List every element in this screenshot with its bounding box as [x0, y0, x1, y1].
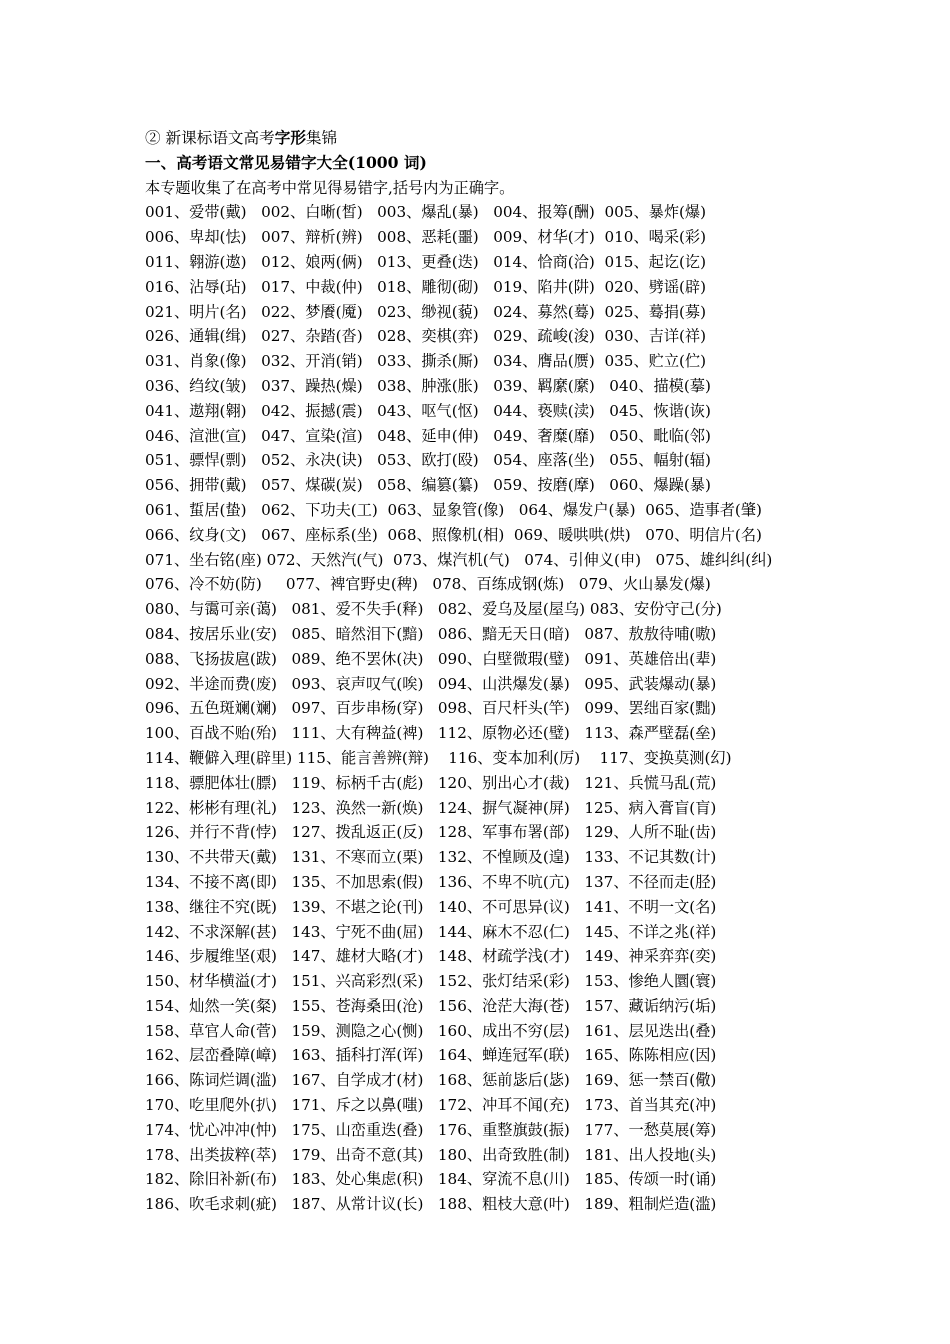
- header-bold: 字形: [274, 128, 306, 147]
- word-list-row: 162、层峦叠障(嶂) 163、插科打浑(诨) 164、蝉连冠军(联) 165、陈陈相应(因): [145, 1046, 717, 1065]
- word-list-row: 150、材华横溢(才) 151、兴高彩烈(采) 152、张灯结采(彩) 153、惨绝人圜(寰): [145, 972, 717, 991]
- word-list-row: 100、百战不贻(殆) 111、大有稗益(裨) 112、原物必还(璧) 113、森严壁磊(垒): [145, 724, 717, 743]
- header-suffix: 集锦: [305, 129, 338, 147]
- word-list-row: 041、遨翔(翱) 042、振撼(震) 043、呕气(怄) 044、亵赎(渎) 045、恢谐(诙): [145, 401, 711, 420]
- word-list-row: 166、陈词烂调(滥) 167、自学成才(材) 168、惩前毖后(毖) 169、惩一禁百(儆): [145, 1071, 717, 1090]
- word-list-row: 071、坐右铭(座) 072、天然汽(气) 073、煤汽机(气) 074、引伸义(申) 075、雄纠纠(纠): [145, 550, 773, 569]
- word-list-row: 092、半途而费(废) 093、哀声叹气(唉) 094、山洪爆发(暴) 095、武装爆动(暴): [145, 674, 717, 693]
- word-list-row: 006、卑却(怯) 007、辩析(辨) 008、恶耗(噩) 009、材华(才) 010、喝采(彩): [145, 228, 707, 247]
- word-list-row: 084、按居乐业(安) 085、暗然泪下(黯) 086、黯无天日(暗) 087、敖敖待哺(嗷): [145, 624, 717, 643]
- header-prefix: ② 新课标语文高考: [145, 129, 275, 147]
- word-list-row: 122、彬彬有理(礼) 123、涣然一新(焕) 124、摒气凝神(屏) 125、病入膏盲(肓): [145, 798, 717, 817]
- word-list-row: 051、骠悍(剽) 052、永决(诀) 053、欧打(殴) 054、座落(坐) 055、幅射(辐): [145, 451, 711, 470]
- word-list-row: 182、除旧补新(布) 183、处心集虑(积) 184、穿流不息(川) 185、传颂一时(诵): [145, 1170, 717, 1189]
- word-list-row: 130、不共带天(戴) 131、不寒而立(栗) 132、不惶顾及(遑) 133、不记其数(计): [145, 848, 717, 867]
- word-list-row: 158、草官人命(菅) 159、测隐之心(恻) 160、成出不穷(层) 161、层见迭出(叠): [145, 1021, 717, 1040]
- word-list-row: 016、沾辱(玷) 017、中裁(仲) 018、雕彻(砌) 019、陷井(阱) 020、劈谣(辟): [145, 277, 707, 296]
- word-list-row: 031、肖象(像) 032、开消(销) 033、撕杀(厮) 034、膺品(赝) 035、贮立(伫): [145, 352, 707, 371]
- word-list-row: 096、五色斑斓(斓) 097、百步串杨(穿) 098、百尺杆头(竿) 099、罢绌百家(黜): [145, 699, 717, 718]
- word-list-row: 080、与霭可亲(蔼) 081、爱不失手(释) 082、爱乌及屋(屋乌) 083、安份守己(分): [145, 600, 722, 619]
- word-list-row: 001、爱带(戴) 002、白晰(皙) 003、爆乱(暴) 004、报筹(酬) 005、暴炸(爆): [145, 203, 707, 222]
- section-title: 一、高考语文常见易错字大全(1000 词): [145, 152, 427, 172]
- word-list-row: 056、拥带(戴) 057、煤碳(炭) 058、编篡(纂) 059、按磨(摩) 060、爆躁(暴): [145, 476, 711, 495]
- word-list-row: 076、冷不妨(防) 077、裨官野史(稗) 078、百练成钢(炼) 079、火山暴发(爆): [145, 575, 711, 594]
- word-list-row: 146、步履维坚(艰) 147、雄材大略(才) 148、材疏学浅(才) 149、神采弈弈(奕): [145, 947, 717, 966]
- document-header: [145, 126, 935, 151]
- word-list-row: 142、不求深解(甚) 143、宁死不曲(屈) 144、麻木不忍(仁) 145、不详之兆(祥): [145, 922, 717, 941]
- word-list-row: 154、灿然一笑(粲) 155、苍海桑田(沧) 156、沧茫大海(苍) 157、藏诟纳污(垢): [145, 996, 717, 1015]
- word-list-row: 114、鞭僻入理(辟里) 115、能言善辨(辩) 116、变本加利(厉) 117、变换莫测(幻): [145, 748, 732, 767]
- word-list-row: 170、吃里爬外(扒) 171、斥之以鼻(嗤) 172、冲耳不闻(充) 173、首当其充(冲): [145, 1096, 717, 1115]
- word-list-row: 174、忧心冲冲(忡) 175、山峦重迭(叠) 176、重整旗鼓(振) 177、一愁莫展(筹): [145, 1120, 717, 1139]
- word-list-row: 126、并行不背(悖) 127、拨乱返正(反) 128、军事布署(部) 129、人所不耻(齿): [145, 823, 717, 842]
- word-list-row: 066、纹身(文) 067、座标系(坐) 068、照像机(相) 069、暖哄哄(烘) 070、明信片(名): [145, 525, 762, 544]
- intro-text: 本专题收集了在高考中常见得易错字,括号内为正确字。: [145, 178, 515, 197]
- word-list-row: 118、骠肥体壮(膘) 119、标柄千古(彪) 120、别出心才(裁) 121、兵慌马乱(荒): [145, 773, 717, 792]
- word-list-row: 011、翱游(遨) 012、娘两(俩) 013、更叠(迭) 014、恰商(洽) 015、起讫(讫): [145, 252, 707, 271]
- document-body: [145, 126, 935, 1217]
- word-list-row: 026、通辑(缉) 027、杂踏(沓) 028、奕棋(弈) 029、疏峻(浚) 030、吉详(祥): [145, 327, 707, 346]
- word-list-row: 186、吹毛求刺(疵) 187、从常计议(长) 188、粗枝大意(叶) 189、粗制烂造(滥): [145, 1195, 717, 1214]
- word-list: [145, 200, 935, 1217]
- word-list-row: 178、出类拔粹(萃) 179、出奇不意(其) 180、出奇致胜(制) 181、出人投地(头): [145, 1145, 717, 1164]
- word-list-row: 138、继往不究(既) 139、不堪之论(刊) 140、不可思异(议) 141、不明一文(名): [145, 897, 717, 916]
- word-list-row: 061、蜇居(蛰) 062、下功夫(工) 063、显象管(像) 064、爆发户(暴) 065、造事者(肇): [145, 500, 762, 519]
- word-list-row: 046、渲泄(宣) 047、宣染(渲) 048、延申(伸) 049、奢糜(靡) 050、毗临(邻): [145, 426, 711, 445]
- word-list-row: 134、不接不离(即) 135、不加思索(假) 136、不卑不吭(亢) 137、不径而走(胫): [145, 872, 717, 891]
- word-list-row: 036、绉纹(皱) 037、躁热(燥) 038、肿涨(胀) 039、羁縻(縻) 040、描模(摹): [145, 376, 711, 395]
- word-list-row: 088、飞扬拔扈(跋) 089、绝不罢休(决) 090、白壁微瑕(璧) 091、英雄倍出(辈): [145, 649, 717, 668]
- word-list-row: 021、明片(名) 022、梦餍(魇) 023、缈视(藐) 024、募然(蓦) 025、蓦捐(募): [145, 302, 707, 321]
